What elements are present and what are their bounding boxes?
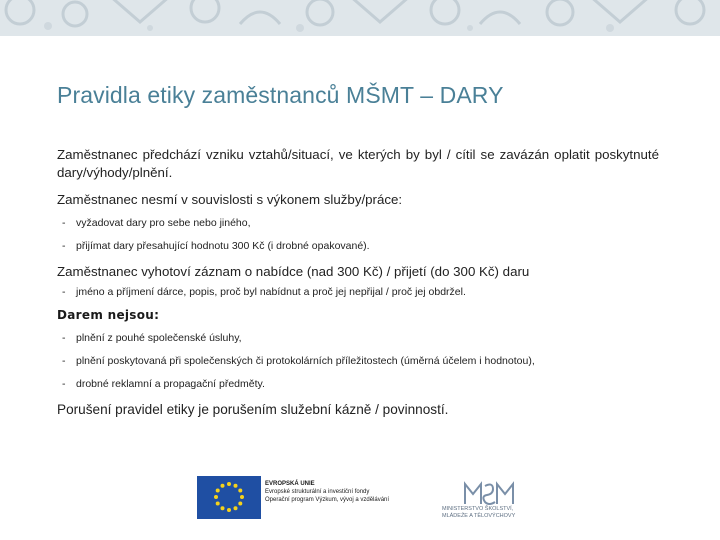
list-item-text: plnění z pouhé společenské úsluhy,: [76, 332, 242, 344]
prohibitions-list: [57, 217, 659, 253]
paragraph-record: Zaměstnanec vyhotoví záznam o nabídce (nad 300 Kč) / přijetí (do 300 Kč) daru: [57, 264, 530, 279]
list-item: [62, 286, 659, 299]
paragraph-violation: Porušení pravidel etiky je porušením služební kázně / povinností.: [57, 402, 449, 417]
list-item-text: jméno a příjmení dárce, popis, proč byl nabídnut a proč jej nepřijal / proč jej obdržel.: [76, 286, 466, 298]
paragraph-avoid-obligation: Zaměstnanec předchází vzniku vztahů/situací, ve kterých by byl / cítil se zavázán oplatit poskytnuté dary/výhody/plnění.: [57, 147, 659, 180]
decorative-pattern: [0, 0, 720, 36]
dash-marker: -: [62, 355, 66, 367]
list-item: [62, 378, 659, 391]
eu-logo-text: [265, 480, 435, 504]
eu-funds-line: Evropské strukturální a investiční fondy: [265, 489, 370, 495]
list-item-text: plnění poskytovaná při společenských či protokolárních příležitostech (úměrná účelem i hodnotou),: [76, 355, 535, 367]
list-item-text: drobné reklamní a propagační předměty.: [76, 378, 265, 390]
list-item-text: přijímat dary přesahující hodnotu 300 Kč (i drobné opakované).: [76, 240, 370, 252]
msmt-line1: MINISTERSTVO ŠKOLSTVÍ,: [442, 506, 514, 512]
list-item: [62, 332, 659, 345]
decorative-header-band: [0, 0, 720, 36]
dash-marker: -: [62, 240, 66, 252]
dash-marker: -: [62, 332, 66, 344]
eu-title: EVROPSKÁ UNIE: [265, 481, 315, 487]
dash-marker: -: [62, 217, 66, 229]
paragraph-prohibitions: Zaměstnanec nesmí v souvislosti s výkonem služby/práce:: [57, 192, 403, 207]
dash-marker: -: [62, 286, 66, 298]
slide-title: Pravidla etiky zaměstnanců MŠMT – DARY: [57, 82, 504, 108]
list-item-text: vyžadovat dary pro sebe nebo jiného,: [76, 217, 251, 229]
not-gifts-list: [57, 332, 659, 391]
list-item: [62, 355, 659, 368]
not-gifts-heading: Darem nejsou:: [57, 308, 160, 322]
eu-flag-logo: [197, 476, 261, 519]
msmt-line2: MLÁDEŽE A TĚLOVÝCHOVY: [442, 513, 516, 519]
msmt-logo-text: [442, 506, 552, 520]
list-item: [62, 240, 659, 253]
list-item: [62, 217, 659, 230]
record-list: [57, 286, 659, 299]
eu-programme-line: Operační program Výzkum, vývoj a vzdělávání: [265, 497, 390, 503]
eu-stars-icon: [197, 476, 261, 519]
slide-content: [57, 146, 659, 428]
dash-marker: -: [62, 378, 66, 390]
